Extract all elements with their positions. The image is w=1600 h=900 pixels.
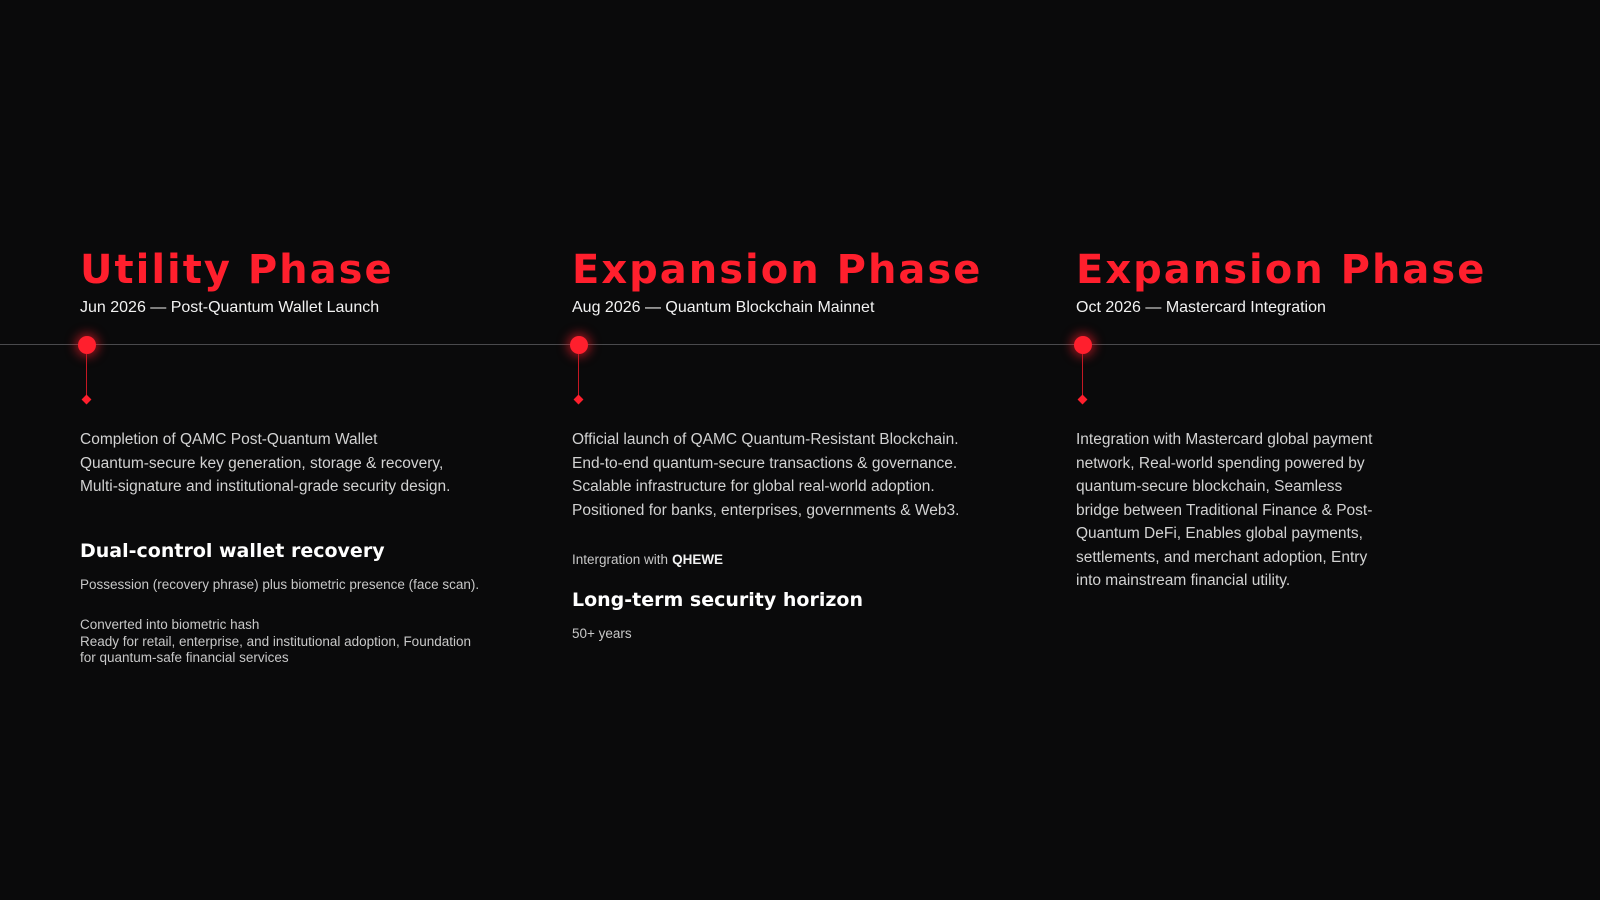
timeline-stem xyxy=(1082,354,1083,396)
diamond-icon xyxy=(574,395,584,405)
integration-brand: QHEWE xyxy=(672,552,724,567)
timeline-stem xyxy=(578,354,579,396)
feature-heading: Long-term security horizon xyxy=(572,589,863,611)
description-line: network, Real-world spending powered by xyxy=(1076,454,1365,472)
timeline-dot-icon xyxy=(570,336,588,354)
description-line: Integration with Mastercard global payment xyxy=(1076,431,1373,448)
phase-description xyxy=(80,428,520,499)
phase-body xyxy=(1076,428,1416,593)
integration-label: Intergration with xyxy=(572,552,669,567)
feature-notes xyxy=(80,617,520,667)
diamond-icon xyxy=(1078,395,1088,405)
description-line: Completion of QAMC Post-Quantum Wallet xyxy=(80,431,378,448)
timeline-line xyxy=(0,344,1600,345)
phase-title: Expansion Phase xyxy=(572,247,983,293)
description-line: settlements, and merchant adoption, Entry xyxy=(1076,548,1368,566)
description-line: Official launch of QAMC Quantum-Resistant Blockchain. xyxy=(572,431,959,448)
phase-description xyxy=(1076,428,1416,593)
feature-detail: 50+ years xyxy=(572,626,632,641)
description-line: Quantum-secure key generation, storage & recovery, xyxy=(80,454,444,472)
description-line: Scalable infrastructure for global real-world adoption. xyxy=(572,478,935,495)
timeline-stem xyxy=(86,354,87,396)
phase-body xyxy=(572,428,1012,643)
phase-subtitle: Jun 2026 — Post-Quantum Wallet Launch xyxy=(80,299,380,316)
timeline-dot-icon xyxy=(78,336,96,354)
timeline-node xyxy=(570,336,590,416)
diamond-icon xyxy=(82,395,92,405)
phase-utility xyxy=(80,246,520,665)
phase-description xyxy=(572,428,1012,522)
feature-detail: Possession (recovery phrase) plus biometric presence (face scan). xyxy=(80,576,480,592)
phase-body xyxy=(80,428,520,667)
description-line: bridge between Traditional Finance & Post- xyxy=(1076,501,1373,519)
description-line: into mainstream financial utility. xyxy=(1076,572,1291,589)
timeline-node xyxy=(1074,336,1094,416)
phase-title: Utility Phase xyxy=(80,247,394,293)
integration-note xyxy=(572,552,1012,568)
feature-note: Converted into biometric hash xyxy=(80,617,260,632)
timeline-node xyxy=(78,336,98,416)
phase-subtitle: Oct 2026 — Mastercard Integration xyxy=(1076,299,1326,316)
feature-note: for quantum-safe financial services xyxy=(80,650,289,665)
description-line: Quantum DeFi, Enables global payments, xyxy=(1076,525,1363,542)
feature-heading: Dual-control wallet recovery xyxy=(80,539,385,562)
description-line: Positioned for banks, enterprises, governments & Web3. xyxy=(572,501,960,519)
phase-title: Expansion Phase xyxy=(1076,247,1487,293)
description-line: quantum-secure blockchain, Seamless xyxy=(1076,478,1343,495)
description-line: End-to-end quantum-secure transactions & governance. xyxy=(572,454,958,472)
timeline-dot-icon xyxy=(1074,336,1092,354)
phase-expansion-mainnet xyxy=(572,246,1012,641)
phase-expansion-mastercard xyxy=(1076,246,1487,589)
phase-subtitle: Aug 2026 — Quantum Blockchain Mainnet xyxy=(572,299,875,316)
description-line: Multi-signature and institutional-grade security design. xyxy=(80,478,451,495)
feature-note: Ready for retail, enterprise, and institutional adoption, Foundation xyxy=(80,633,471,649)
